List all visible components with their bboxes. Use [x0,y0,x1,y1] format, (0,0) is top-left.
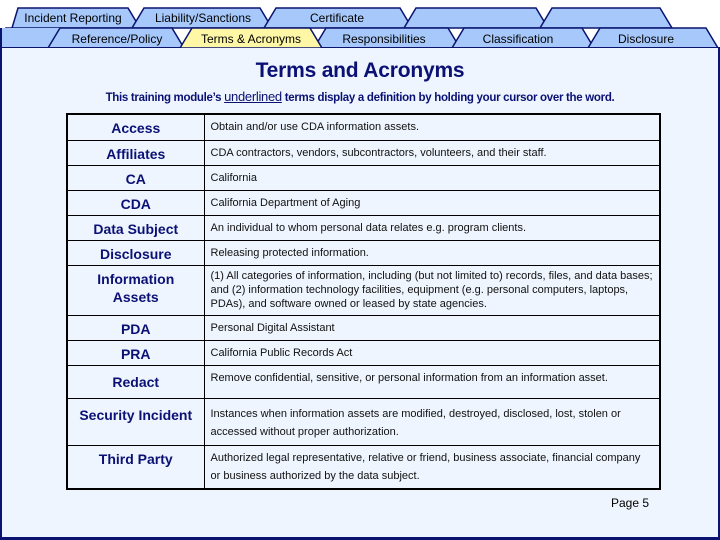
table-row [67,165,660,190]
term-cell: CDA [67,190,204,215]
definition-cell: Personal Digital Assistant [204,315,660,340]
table-row [67,114,660,140]
term-cell: Disclosure [67,240,204,265]
table-row [67,315,660,340]
tab-reference-policy[interactable]: Reference/Policy [71,32,163,46]
underlined-example-link[interactable]: underlined [224,89,282,104]
tab-certificate[interactable]: Certificate [309,11,365,25]
term-cell: Access [67,114,204,140]
term-cell: Security Incident [67,398,204,445]
page-number: Page 5 [611,496,650,510]
definition-cell: Obtain and/or use CDA information assets. [204,114,660,140]
term-cell: Third Party [67,445,204,489]
term-cell: PRA [67,340,204,365]
term-cell: Redact [67,365,204,398]
tab-disclosure[interactable]: Disclosure [617,32,675,46]
tab-classification[interactable]: Classification [482,32,554,46]
definition-cell: California Department of Aging [204,190,660,215]
tab-shape-blank-1 [404,8,548,28]
instruction-text [0,89,720,104]
term-cell: Information Assets [67,265,204,315]
tab-terms-acronyms[interactable]: Terms & Acronyms [200,32,302,46]
definition-cell: California Public Records Act [204,340,660,365]
definition-cell: An individual to whom personal data relates e.g. program clients. [204,215,660,240]
definition-cell: CDA contractors, vendors, subcontractors, volunteers, and their staff. [204,140,660,165]
term-cell: CA [67,165,204,190]
tab-liability-sanctions[interactable]: Liability/Sanctions [154,11,252,25]
term-cell: PDA [67,315,204,340]
tab-incident-reporting[interactable]: Incident Reporting [24,11,122,25]
table-row [67,398,660,445]
definition-cell: Remove confidential, sensitive, or personal information from an information asset. [204,365,660,398]
definition-cell: Instances when information assets are modified, destroyed, disclosed, lost, stolen or accessed without proper authorization. [204,398,660,445]
definition-cell: (1) All categories of information, including (but not limited to) records, files, and data bases; and (2) information technology facilities, equipment (e.g. personal computers, laptops, PDAs), and software owned or leased by state agencies. [204,265,660,315]
tab-responsibilities[interactable]: Responsibilities [342,32,426,46]
definition-cell: Releasing protected information. [204,240,660,265]
table-row [67,445,660,489]
table-row [67,240,660,265]
table-row [67,190,660,215]
term-cell: Affiliates [67,140,204,165]
table-row [67,215,660,240]
table-row [67,140,660,165]
instruction-post: terms display a definition by holding your cursor over the word. [284,92,615,104]
table-row [67,265,660,315]
tab-bar [0,0,720,50]
term-cell: Data Subject [67,215,204,240]
definition-cell: California [204,165,660,190]
definition-cell: Authorized legal representative, relative or friend, business associate, financial company or business authorized by the data subject. [204,445,660,489]
table-row [67,340,660,365]
instruction-pre: This training module’s [105,92,222,104]
terms-table [66,113,661,490]
table-row [67,365,660,398]
page-title: Terms and Acronyms [255,59,465,82]
tab-shape-blank-2 [540,8,672,28]
